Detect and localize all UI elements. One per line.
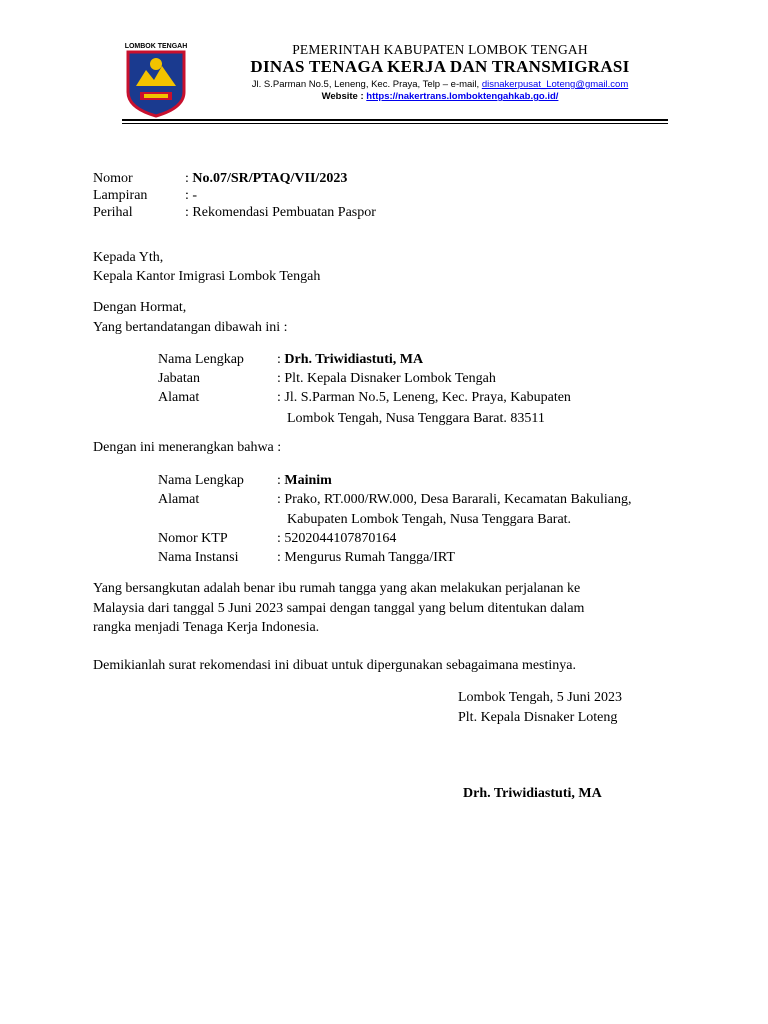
government-name: PEMERINTAH KABUPATEN LOMBOK TENGAH: [292, 42, 588, 57]
signer-address-line1: Jl. S.Parman No.5, Leneng, Kec. Praya, Kabupaten: [284, 390, 571, 405]
lampiran-value: -: [192, 188, 198, 203]
perihal-row: [185, 204, 376, 222]
separator: :: [277, 390, 281, 405]
signer-name-row: [277, 351, 423, 369]
subject-name-row: [277, 472, 332, 490]
body-paragraph-line1: Yang bersangkutan adalah benar ibu rumah tangga yang akan melakukan perjalanan ke: [93, 581, 581, 596]
nomor-row: [185, 170, 347, 188]
lampiran-row: [185, 187, 197, 205]
recipient-name: Kepala Kantor Imigrasi Lombok Tengah: [93, 269, 321, 284]
subject-ktp-row: [277, 530, 396, 548]
subject-institution-label: Nama Instansi: [158, 550, 239, 565]
separator: :: [277, 492, 281, 507]
signature-title: Plt. Kepala Disnaker Loteng: [458, 710, 618, 725]
separator: :: [277, 371, 281, 386]
regency-emblem-logo: [122, 42, 190, 118]
separator: :: [185, 205, 189, 220]
signer-name-label: Nama Lengkap: [158, 352, 244, 367]
body-paragraph-line3: rangka menjadi Tenaga Kerja Indonesia.: [93, 620, 320, 635]
subject-ktp-label: Nomor KTP: [158, 531, 228, 546]
signer-address-label: Alamat: [158, 390, 200, 405]
subject-address-line1: Prako, RT.000/RW.000, Desa Bararali, Kecamatan Bakuliang,: [284, 492, 632, 507]
signer-intro: Yang bertandatangan dibawah ini :: [93, 320, 288, 335]
separator: :: [185, 171, 189, 186]
signer-address-row: [277, 389, 571, 407]
separator: :: [277, 531, 281, 546]
separator: :: [277, 352, 281, 367]
department-name: DINAS TENAGA KERJA DAN TRANSMIGRASI: [250, 57, 630, 76]
signer-name-value: Drh. Triwidiastuti, MA: [284, 352, 424, 367]
recipient-salutation: Kepada Yth,: [93, 250, 164, 265]
subject-address-label: Alamat: [158, 492, 200, 507]
nomor-label: Nomor: [93, 171, 133, 186]
website-link[interactable]: https://nakertrans.lomboktengahkab.go.id/: [366, 91, 559, 102]
signer-position-label: Jabatan: [158, 371, 200, 386]
subject-name-label: Nama Lengkap: [158, 473, 244, 488]
body-paragraph-line2: Malaysia dari tanggal 5 Juni 2023 sampai dengan tanggal yang belum ditentukan dalam: [93, 601, 585, 616]
letterhead-divider-thin: [122, 123, 668, 124]
separator: :: [185, 188, 189, 203]
department-address: [200, 79, 680, 90]
logo-caption: LOMBOK TENGAH: [124, 43, 188, 50]
perihal-value: Rekomendasi Pembuatan Paspor: [192, 205, 376, 220]
subject-name-value: Mainim: [284, 473, 332, 488]
signer-position-value: Plt. Kepala Disnaker Lombok Tengah: [284, 371, 496, 386]
signer-position-row: [277, 370, 496, 388]
greeting: Dengan Hormat,: [93, 300, 187, 315]
signature-name: Drh. Triwidiastuti, MA: [463, 786, 602, 801]
separator: :: [277, 473, 281, 488]
nomor-value: No.07/SR/PTAQ/VII/2023: [192, 171, 348, 186]
department-website: [200, 91, 680, 102]
subject-address-row: [277, 491, 632, 509]
subject-address-line2: Kabupaten Lombok Tengah, Nusa Tenggara Barat.: [287, 512, 572, 527]
email-link[interactable]: disnakerpusat_Loteng@gmail.com: [481, 79, 629, 90]
website-label: Website :: [321, 91, 367, 102]
signature-place-date: Lombok Tengah, 5 Juni 2023: [458, 690, 623, 705]
statement-intro: Dengan ini menerangkan bahwa :: [93, 440, 282, 455]
lampiran-label: Lampiran: [93, 188, 148, 203]
closing-sentence: Demikianlah surat rekomendasi ini dibuat untuk dipergunakan sebagaimana mestinya.: [93, 658, 576, 673]
subject-institution-row: [277, 549, 455, 567]
subject-institution-value: Mengurus Rumah Tangga/IRT: [284, 550, 455, 565]
letterhead-divider-thick: [122, 119, 668, 121]
address-text: Jl. S.Parman No.5, Leneng, Kec. Praya, Telp – e-mail,: [251, 79, 482, 90]
separator: :: [277, 550, 281, 565]
signer-address-line2: Lombok Tengah, Nusa Tenggara Barat. 83511: [287, 411, 545, 426]
subject-ktp-value: 5202044107870164: [284, 531, 397, 546]
perihal-label: Perihal: [93, 205, 133, 220]
